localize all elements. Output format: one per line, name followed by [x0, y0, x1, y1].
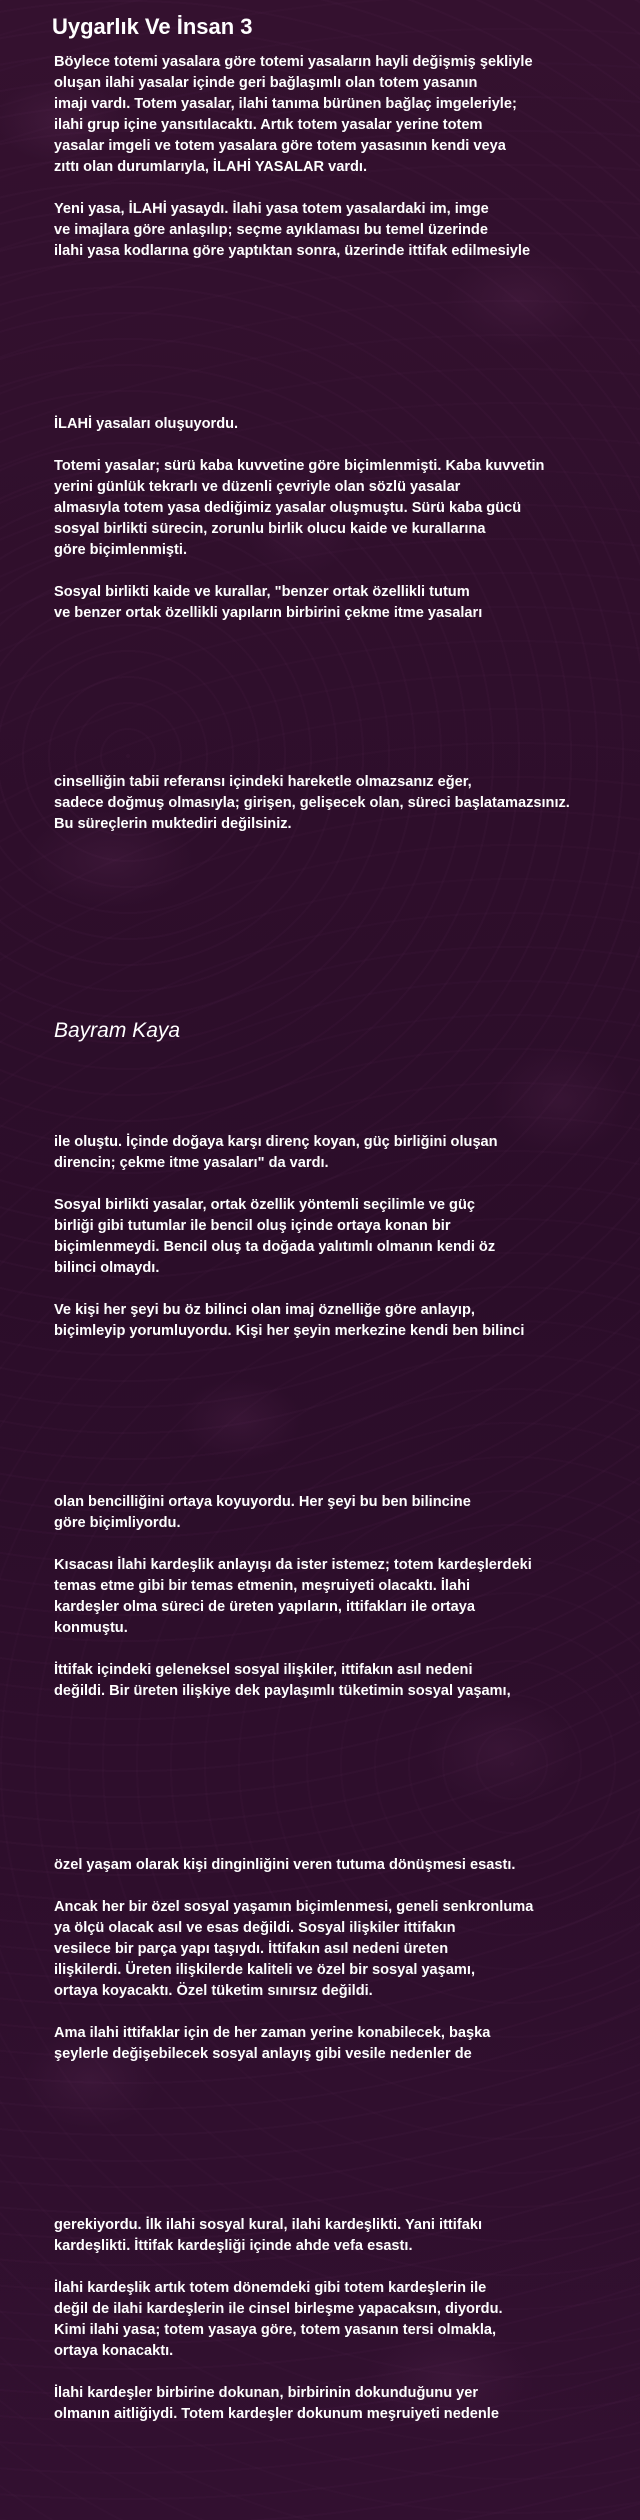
paragraph: Böylece totemi yasalara göre totemi yasaların hayli değişmiş şekliyle oluşan ilahi yasalar içinde geri bağlaşımlı olan totem yasanın imajı vardı. Totem yasalar, ilahi tanıma bürünen bağlaç imgeleriyle; ilahi grup içine yansıtılacaktı. Artık totem yasalar yerine totem yasalar imgeli ve totem yasalara göre totem yasasının kendi veya zıttı olan durumlarıyla, İLAHİ YASALAR vardı. — [54, 54, 533, 175]
paragraph: Sosyal birlikti yasalar, ortak özellik yöntemli seçilimle ve güç birliği gibi tutumlar ile bencil oluş içinde ortaya konan bir biçimlenmeydi. Bencil oluş ta doğada yalıtımlı olmanın kendi öz bilinci olmaydı. — [54, 1197, 496, 1276]
paragraph: olan bencilliğini ortaya koyuyordu. Her şeyi bu ben bilincine göre biçimliyordu. — [54, 1494, 471, 1531]
paragraph: Yeni yasa, İLAHİ yasaydı. İlahi yasa totem yasalardaki im, imge ve imajlara göre anlaşılıp; seçme ayıklaması bu temel üzerinde ilahi yasa kodlarına göre yaptıktan sonra, üzerinde ittifak edilmesiyle — [54, 201, 531, 259]
page-title: Uygarlık Ve İnsan 3 — [52, 14, 253, 39]
author-name: Bayram Kaya — [54, 1019, 181, 1042]
text-block-3 — [54, 772, 639, 835]
paragraph: Sosyal birlikti kaide ve kurallar, "benzer ortak özellikli tutum ve benzer ortak özellikli yapıların birbirini çekme itme yasaları — [54, 584, 483, 621]
paragraph: Kısacası İlahi kardeşlik anlayışı da ister istemez; totem kardeşlerdeki temas etme gibi bir temas etmenin, meşruiyeti olacaktı. İlahi kardeşler olma süreci de üreten yapıların, ittifakları ile ortaya konmuştu. — [54, 1557, 532, 1636]
paragraph: cinselliğin tabii referansı içindeki hareketle olmazsanız eğer, sadece doğmuş olmasıyla; girişen, gelişecek olan, süreci başlatamazsınız. Bu süreçlerin muktediri değilsiniz. — [54, 774, 570, 832]
paragraph: gerekiyordu. İlk ilahi sosyal kural, ilahi kardeşlikti. Yani ittifakı kardeşlikti. İttifak kardeşliği içinde ahde vefa esastı. — [54, 2217, 482, 2254]
paragraph: ile oluştu. İçinde doğaya karşı direnç koyan, güç birliğini oluşan direncin; çekme itme yasaları" da vardı. — [54, 1134, 498, 1171]
paragraph: İlahi kardeşlik artık totem dönemdeki gibi totem kardeşlerin ile değil de ilahi kardeşlerin ile cinsel birleşme yapacaksın, diyordu. Kimi ilahi yasa; totem yasaya göre, totem yasanın tersi olmakla, ortaya konacaktı. — [54, 2280, 503, 2359]
text-block-7 — [54, 2215, 639, 2425]
paragraph: İLAHİ yasaları oluşuyordu. — [54, 416, 239, 432]
paragraph: Ama ilahi ittifaklar için de her zaman yerine konabilecek, başka şeylerle değişebilecek sosyal anlayış gibi vesile nedenler de — [54, 2025, 491, 2062]
text-block-6 — [54, 1855, 639, 2065]
paragraph: Ve kişi her şeyi bu öz bilinci olan imaj öznelliğe göre anlayıp, biçimleyip yorumluyordu. Kişi her şeyin merkezine kendi ben bilinci — [54, 1302, 525, 1339]
paragraph: Ancak her bir özel sosyal yaşamın biçimlenmesi, geneli senkronluma ya ölçü olacak asıl ve esas değildi. Sosyal ilişkiler ittifakın vesilece bir parça yapı taşıydı. İttifakın asıl nedeni üreten ilişkilerdi. Üreten ilişkilerde kaliteli ve özel bir sosyal yaşamı, ortaya koyacaktı. Özel tüketim sınırsız değildi. — [54, 1899, 534, 1999]
paragraph: İlahi kardeşler birbirine dokunan, birbirinin dokunduğunu yer olmanın aitliğiydi. Totem kardeşler dokunum meşruiyeti nedenle — [54, 2385, 499, 2422]
text-block-5 — [54, 1492, 639, 1702]
paragraph: Totemi yasalar; sürü kaba kuvvetine göre biçimlenmişti. Kaba kuvvetin yerini günlük tekrarlı ve düzenli çevriyle olan sözlü yasalar almasıyla totem yasa dediğimiz yasalar oluşmuştu. Sürü kaba gücü sosyal birlikti sürecin, zorunlu birlik olucu kaide ve kurallarına göre biçimlenmişti. — [54, 458, 545, 558]
paragraph: özel yaşam olarak kişi dinginliğini veren tutuma dönüşmesi esastı. — [54, 1857, 516, 1873]
paragraph: İttifak içindeki geleneksel sosyal ilişkiler, ittifakın asıl nedeni değildi. Bir üreten ilişkiye dek paylaşımlı tüketimin sosyal yaşamı, — [54, 1662, 511, 1699]
text-block-2 — [54, 414, 639, 624]
text-block-4 — [54, 1132, 639, 1342]
text-block-1 — [54, 52, 639, 262]
